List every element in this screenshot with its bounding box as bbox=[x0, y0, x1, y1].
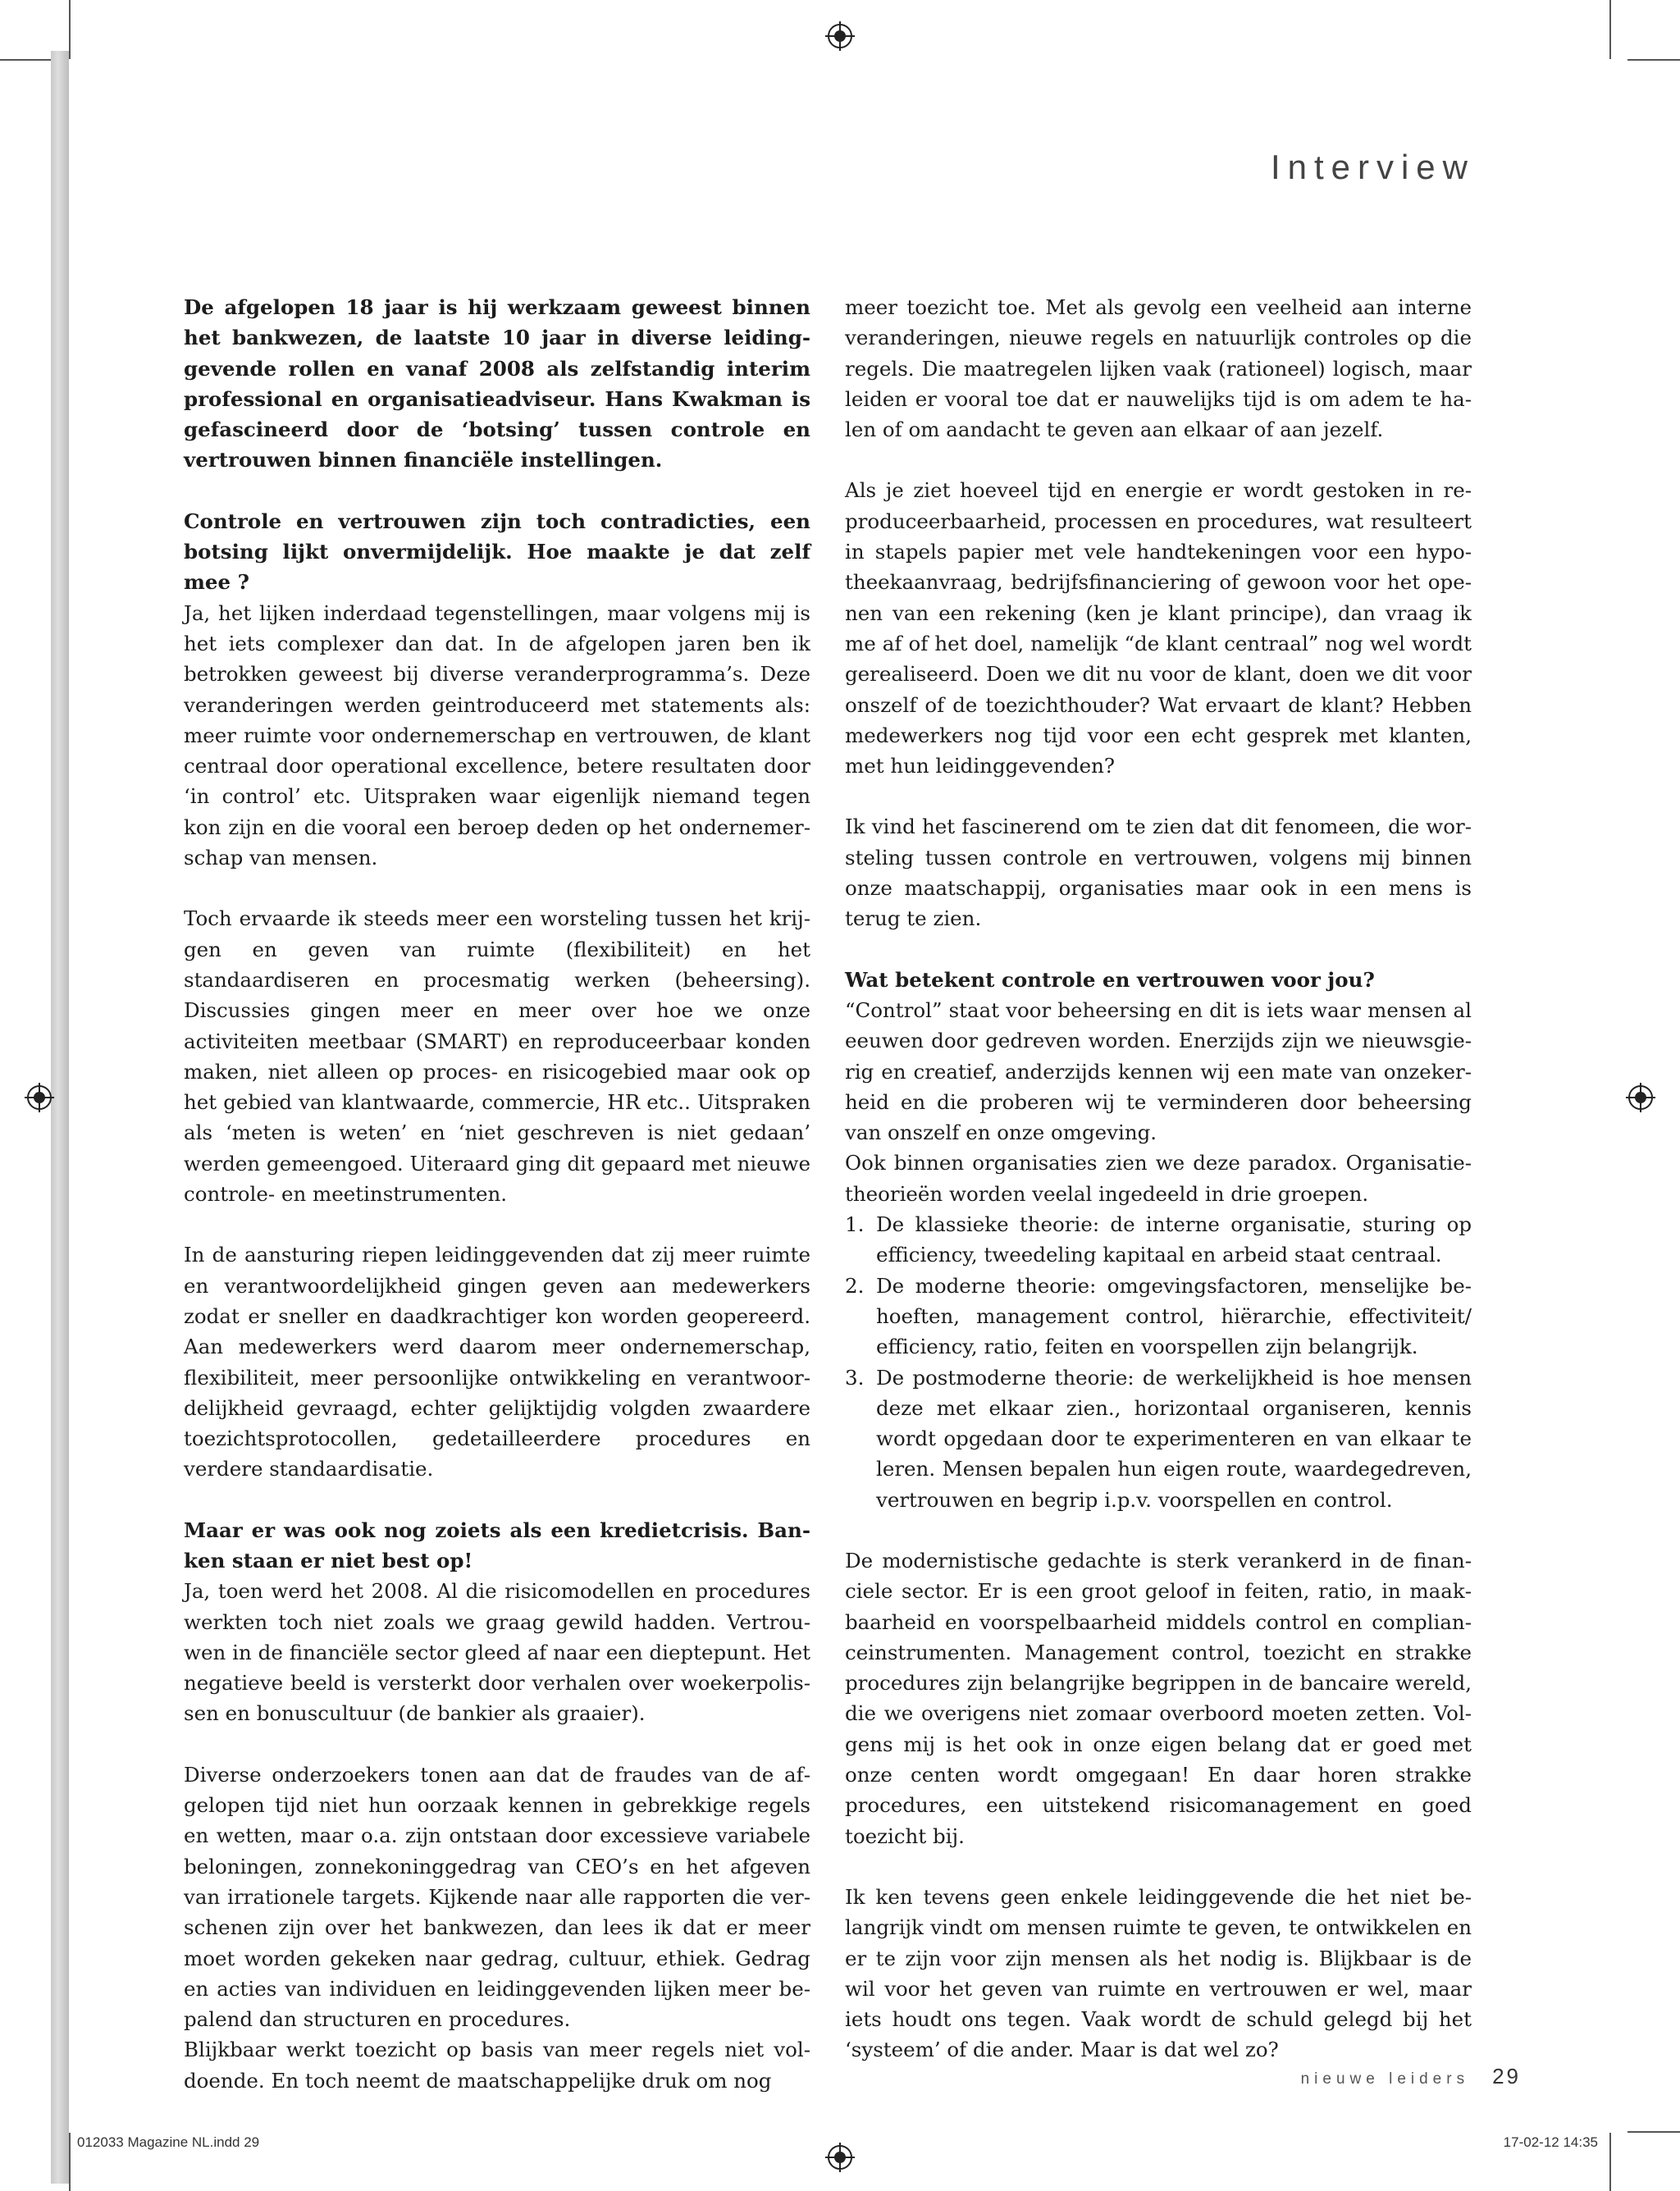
crop-mark-top-right bbox=[1609, 0, 1611, 59]
intro-paragraph: De afgelopen 18 jaar is hij werkzaam geweest binnen het bankwezen, de laatste 10 jaar in diverse leidinggevende rollen en vanaf 2008 als zelfstandig interim professional en organisatieadviseur. Hans Kwakman is gefascineerd door de ‘botsing’ tussen controle en vertrouwen binnen financiële instellingen. bbox=[184, 295, 810, 472]
list-item bbox=[870, 1209, 1472, 1271]
paragraph-r6: Ik ken tevens geen enkele leidinggevende die het niet belangrijk vindt om mensen ruimte te geven, te ontwikkelen en er te zijn voor zijn mensen als het nodig is. Blijkbaar is de wil voor het geven van ruimte en vertrouwen er wel, maar iets houdt ons tegen. Vaak wordt de schuld gelegd bij het ‘systeem’ of die ander. Maar is dat wel zo? bbox=[845, 1884, 1472, 2062]
page-number: 29 bbox=[1492, 2064, 1521, 2088]
slug-date: 17-02-12 14:35 bbox=[1503, 2134, 1598, 2150]
theory-list bbox=[845, 1209, 1472, 1515]
slug-file: 012033 Magazine NL.indd 29 bbox=[77, 2134, 260, 2150]
list-item bbox=[870, 1271, 1472, 1363]
paragraph-r3: Ik vind het fascinerend om te zien dat dit fenomeen, die worsteling tussen controle en vertrouwen, volgens mij binnen onze maatschappij, organisaties maar ook in een mens is terug te zien. bbox=[845, 815, 1472, 931]
paragraph-r5: De modernistische gedachte is sterk verankerd in de financiele sector. Er is een groot geloof in feiten, ratio, in maakbaarheid en voorspelbaarheid middels control en complianceinstrumenten. Management control, toezicht en strakke procedures zijn belangrijke begrippen in de bancaire wereld, die we overigens niet zomaar overboord moeten zetten. Volgens mij is het ook in onze eigen belang dat er goed met onze centen wordt omgegaan! En daar horen strakke procedures, een uitstekend risicomanagement en goed toezicht bij. bbox=[845, 1548, 1472, 1848]
list-item-text: De klassieke theorie: de interne organisatie, sturing op efficiency, tweedeling kapitaal en arbeid staat centraal. bbox=[876, 1212, 1472, 1267]
crop-mark-top-left bbox=[69, 0, 71, 59]
paragraph-r1: meer toezicht toe. Met als gevolg een veelheid aan interne veranderingen, nieuwe regels en natuurlijk controles op die regels. Die maatregelen lijken vaak (rationeel) logisch, maar leiden er vooral toe dat er nauwelijks tijd is om adem te halen of om aandacht te geven aan elkaar of aan jezelf. bbox=[845, 295, 1472, 442]
registration-mark-left bbox=[25, 1083, 54, 1112]
magazine-name: nieuwe leiders bbox=[1300, 2070, 1470, 2088]
answer-2: Ja, toen werd het 2008. Al die risicomodellen en procedures werkten toch niet zoals we graag gewild hadden. Vertrouwen in de financiële sector gleed af naar een dieptepunt. Het negatieve beeld is versterkt door verhalen over woekerpolissen en bonuscultuur (de bankier als graaier). bbox=[184, 1579, 810, 1726]
registration-mark-right bbox=[1626, 1083, 1655, 1112]
paragraph-3: In de aansturing riepen leidinggevenden dat zij meer ruimte en verantwoordelijkheid gingen geven aan medewerkers zodat er sneller en daadkrachtiger kon worden geopereerd. Aan medewerkers werd daarom meer ondernemerschap, flexibiliteit, meer persoonlijke ontwikkeling en verantwoordelijkheid gevraagd, echter gelijktijdig volgden zwaardere toezichtsprotocollen, gedetailleerdere procedures en verdere standaardisatie. bbox=[184, 1243, 810, 1481]
bleed-strip bbox=[51, 51, 69, 2184]
list-item-text: De moderne theorie: omgevingsfactoren, menselijke behoeften, management control, hiërarchie, effectiviteit/ efficiency, ratio, feiten en voorspellen zijn belangrijk. bbox=[876, 1273, 1472, 1359]
left-column bbox=[184, 292, 810, 2096]
section-title: Interview bbox=[1270, 148, 1475, 186]
crop-mark-bottom-left bbox=[69, 2133, 71, 2191]
registration-mark-bottom bbox=[825, 2143, 855, 2172]
paragraph-r2: Als je ziet hoeveel tijd en energie er wordt gestoken in reproduceerbaarheid, processen en procedures, wat resulteert in stapels papier met vele handtekeningen voor een hypotheekaanvraag, bedrijfsfinanciering of gewoon voor het openen van een rekening (ken je klant principe), dan vraag ik me af of het doel, namelijk “de klant centraal” nog wel wordt gerealiseerd. Doen we dit nu voor de klant, doen we dit voor onszelf of de toezichthouder? Wat ervaart de klant? Hebben medewerkers nog tijd voor een echt gesprek met klanten, met hun leidinggevenden? bbox=[845, 478, 1472, 778]
question-1: Controle en vertrouwen zijn toch contradicties, een botsing lijkt onvermijdelijk. Hoe maakte je dat zelf mee ? bbox=[184, 509, 810, 595]
crop-mark-top-left-h bbox=[0, 59, 51, 61]
answer-1: Ja, het lijken inderdaad tegenstellingen, maar volgens mij is het iets complexer dan dat. In de afgelopen jaren ben ik betrokken geweest bij diverse veranderprogramma’s. Deze veranderingen werden geintroduceerd met statements als: meer ruimte voor ondernemerschap en vertrouwen, de klant centraal door operational excellence, betere resultaten door ‘in control’ etc. Uitspraken waar eigenlijk niemand tegen kon zijn en die vooral een beroep deden op het ondernemerschap van mensen. bbox=[184, 600, 810, 870]
paragraph-r4: Ook binnen organisaties zien we deze paradox. Organisatietheorieën worden veelal ingedeeld in drie groepen. bbox=[845, 1151, 1472, 1206]
paragraph-5: Blijkbaar werkt toezicht op basis van meer regels niet voldoende. En toch neemt de maatschappelijke druk om nog bbox=[184, 2038, 810, 2093]
list-item-text: De postmoderne theorie: de werkelijkheid is hoe mensen deze met elkaar zien., horizontaal organiseren, kennis wordt opgedaan door te experimenteren en van elkaar te leren. Mensen bepalen hun eigen route, waardegedreven, vertrouwen en begrip i.p.v. voorspellen en control. bbox=[876, 1365, 1472, 1512]
crop-mark-bottom-right bbox=[1609, 2133, 1611, 2191]
list-item bbox=[870, 1363, 1472, 1515]
crop-mark-top-right-h bbox=[1628, 59, 1680, 61]
right-column bbox=[845, 292, 1472, 2065]
question-2: Maar er was ook nog zoiets als een kredietcrisis. Banken staan er niet best op! bbox=[184, 1518, 810, 1572]
paragraph-4: Diverse onderzoekers tonen aan dat de fraudes van de afgelopen tijd niet hun oorzaak kennen in gebrekkige regels en wetten, maar o.a. zijn ontstaan door excessieve variabele beloningen, zonnekoninggedrag van CEO’s en het afgeven van irrationele targets. Kijkende naar alle rapporten die verschenen zijn over het bankwezen, dan lees ik dat er meer moet worden gekeken naar gedrag, cultuur, ethiek. Gedrag en acties van individuen en leidinggevenden lijken meer bepalend dan structuren en procedures. bbox=[184, 1762, 810, 2032]
crop-mark-bottom-right-h bbox=[1628, 2131, 1680, 2133]
registration-mark-top bbox=[825, 21, 855, 51]
question-3: Wat betekent controle en vertrouwen voor jou? bbox=[845, 967, 1375, 992]
folio bbox=[1301, 2064, 1521, 2089]
answer-3: “Control” staat voor beheersing en dit is iets waar mensen al eeuwen door gedreven worden. Enerzijds zijn we nieuwsgierig en creatief, anderzijds kennen wij een mate van onzekerheid en die proberen wij te verminderen door beheersing van onszelf en onze omgeving. bbox=[845, 997, 1472, 1145]
paragraph-2: Toch ervaarde ik steeds meer een worsteling tussen het krijgen en geven van ruimte (flexibiliteit) en het standaardiseren en procesmatig werken (beheersing). Discussies gingen meer en meer over hoe we onze activiteiten meetbaar (SMART) en reproduceerbaar konden maken, niet alleen op proces- en risicogebied maar ook op het gebied van klantwaarde, commercie, HR etc.. Uitspraken als ‘meten is weten’ en ‘niet geschreven is niet gedaan’ werden gemeengoed. Uiteraard ging dit gepaard met nieuwe controle- en meetinstrumenten. bbox=[184, 906, 810, 1207]
